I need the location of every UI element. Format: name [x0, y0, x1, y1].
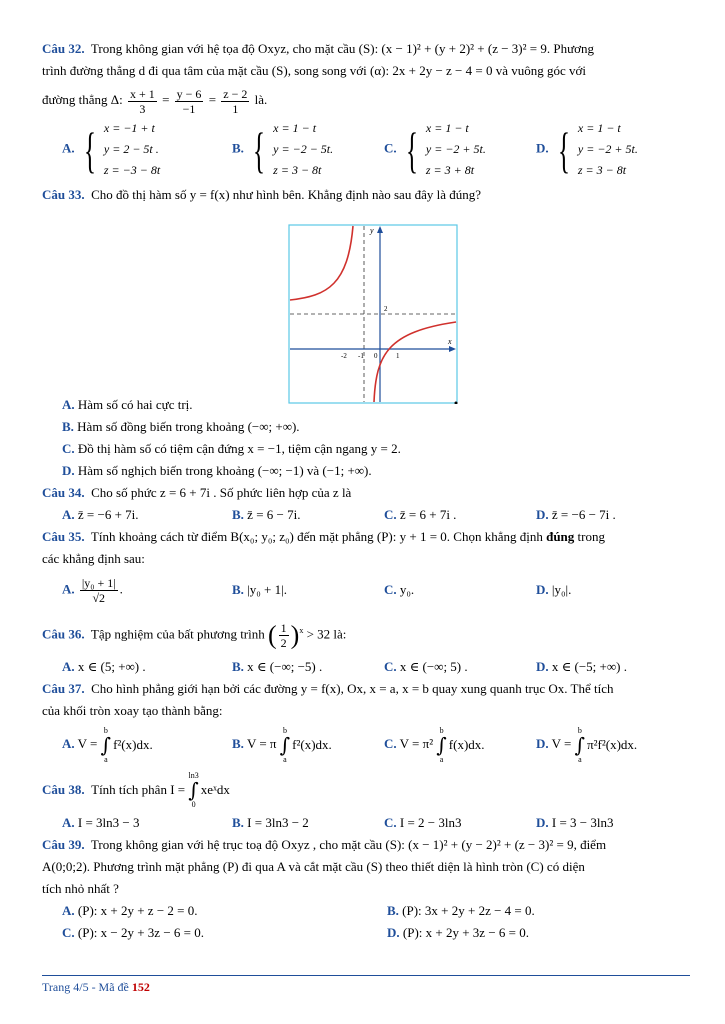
options	[42, 900, 692, 922]
option-b[interactable]: B. I = 3ln3 − 2	[232, 815, 309, 831]
option-c[interactable]: C. Đồ thị hàm số có tiệm cận đứng x = −1, tiệm cận ngang y = 2.	[62, 441, 401, 456]
option-a[interactable]: A. I = 3ln3 − 3	[62, 815, 140, 831]
option-c[interactable]: C. { x = 1 − t y = −2 + 5t. z = 3 + 8t	[384, 121, 486, 178]
option-a[interactable]: A. (P): x + 2y + z − 2 = 0.	[62, 903, 198, 919]
question-text: trình đường thẳng d đi qua tâm của mặt cầu (S), song song với (α): 2x + 2y − z − 4 = 0 và vuông góc với	[42, 63, 587, 78]
exam-page	[42, 38, 692, 944]
options	[42, 722, 692, 768]
option-d[interactable]: D. x ∈ (−5; +∞) .	[536, 659, 627, 675]
question-38: Câu 38. Tính tích phân I = ln3 ∫ 0 xeˣdx A. I = 3ln3 − 3 B. I = 3ln3 − 2 C. I = 2 − 3ln3 D. I = 3 − 3ln3	[42, 768, 692, 834]
question-34	[42, 482, 692, 526]
option-c[interactable]: C. z̄ = 6 + 7i .	[384, 507, 457, 522]
question-37: Câu 37. Cho hình phẳng giới hạn bởi các đường y = f(x), Ox, x = a, x = b quay xung quanh trục Ox. Thể tích của khối tròn xoay tạo thành bằng: A. V = b ∫ a f²(x)dx. B. V = π b ∫ a f²(x)dx. C. V = π² b ∫ a f(x)dx. D. V = b ∫ a π²f²(x)dx.	[42, 678, 692, 768]
tick-label: 1	[396, 352, 400, 360]
question-number: Câu 39.	[42, 837, 85, 853]
fraction: $\frac{x + 1}{3}$	[130, 86, 155, 116]
tick-label: 0	[374, 352, 378, 360]
option-b[interactable]: B. Hàm số đồng biến trong khoảng (−∞; +∞).	[62, 419, 300, 434]
option-b[interactable]: B. V = π b ∫ a f²(x)dx.	[232, 726, 332, 765]
question-number: Câu 38.	[42, 782, 85, 798]
option-c[interactable]: C. (P): x − 2y + 3z − 6 = 0.	[62, 925, 204, 941]
y-axis-label: y	[370, 226, 374, 235]
option-c[interactable]: C. I = 2 − 3ln3	[384, 815, 462, 831]
question-39: Câu 39. Trong không gian với hệ trục toạ độ Oxyz , cho mặt cầu (S): (x − 1)² + (y − 2)² + (z − 3)² = 9, điểm A(0;0;2). Phương trình mặt phẳng (P) đi qua A và cắt mặt cầu (S) theo thiết diện là hình tròn (C) có diện tích nhỏ nhất ? A. (P): x + 2y + z − 2 = 0. B. (P): 3x + 2y + 2z − 4 = 0. C. (P): x − 2y + 3z − 6 = 0. D. (P): x + 2y + 3z − 6 = 0.	[42, 834, 692, 944]
option-d[interactable]: D. (P): x + 2y + 3z − 6 = 0.	[387, 925, 529, 941]
question-number: Câu 33.	[42, 187, 85, 202]
options	[42, 394, 692, 482]
question-number: Câu 35.	[42, 529, 85, 544]
option-d[interactable]: D. |y₀|.	[536, 582, 572, 597]
question-number: Câu 32.	[42, 41, 85, 56]
options	[42, 570, 692, 610]
fraction: $\frac{y - 6}{-1}$	[176, 86, 202, 116]
question-text: Cho đồ thị hàm số y = f(x) như hình bên. Khẳng định nào sau đây là đúng?	[91, 187, 481, 202]
curve-left-branch	[290, 226, 353, 300]
options	[42, 922, 692, 944]
x-axis-arrow	[449, 346, 456, 352]
option-a[interactable]: A. { x = −1 + t y = 2 − 5t . z = −3 − 8t	[62, 121, 161, 178]
question-36: Câu 36. Tập nghiệm của bất phương trình ( $\frac{1}{2}$ )$^x$ > 32 là: A. x ∈ (5; +∞) . B. x ∈ (−∞; −5) . C. x ∈ (−∞; 5) . D. x ∈ (−5; +∞) .	[42, 610, 692, 678]
option-d[interactable]: D. I = 3 − 3ln3	[536, 815, 614, 831]
option-c[interactable]: C. V = π² b ∫ a f(x)dx.	[384, 726, 485, 765]
question-35: Câu 35. Tính khoảng cách từ điểm B(x₀; y₀; z₀) đến mặt phẳng (P): y + 1 = 0. Chọn khẳng định đúng trong các khẳng định sau: A. $\frac{\text{|y₀ + 1|}}{√2}$ . B. |y₀ + 1|. C. y₀. D. |y₀|.	[42, 526, 692, 610]
fraction: $\frac{z - 2}{1}$	[223, 86, 248, 116]
tick-label: 2	[384, 305, 388, 313]
option-d[interactable]: D. z̄ = −6 − 7i .	[536, 507, 616, 522]
tick-label: -1	[358, 352, 364, 360]
options	[42, 812, 692, 834]
question-text: Trong không gian với hệ tọa độ Oxyz, cho mặt cầu (S): (x − 1)² + (y + 2)² + (z − 3)² = 9. Phương	[90, 41, 595, 56]
option-b[interactable]: B. |y₀ + 1|.	[232, 582, 287, 597]
tick-label: -2	[341, 352, 347, 360]
question-number: Câu 36.	[42, 626, 85, 642]
option-a[interactable]: A. V = b ∫ a f²(x)dx.	[62, 726, 153, 765]
option-d[interactable]: D. Hàm số nghịch biến trong khoảng (−∞; −1) và (−1; +∞).	[62, 463, 372, 478]
option-a[interactable]: A. Hàm số có hai cực trị.	[62, 397, 193, 412]
function-graph	[288, 224, 458, 404]
option-b[interactable]: B. { x = 1 − t y = −2 − 5t. z = 3 − 8t	[232, 121, 334, 178]
option-a[interactable]: A. x ∈ (5; +∞) .	[62, 659, 146, 675]
option-b[interactable]: B. z̄ = 6 − 7i.	[232, 507, 301, 522]
x-axis-label: x	[448, 337, 452, 346]
question-text: Cho số phức z = 6 + 7i . Số phức liên hợp của z là	[91, 485, 352, 500]
option-a[interactable]: A. $\frac{\text{|y₀ + 1|}}{√2}$ .	[62, 575, 123, 605]
option-d[interactable]: D. { x = 1 − t y = −2 + 5t. z = 3 − 8t	[536, 121, 638, 178]
question-number: Câu 37.	[42, 681, 85, 697]
curve-right-branch	[374, 322, 456, 402]
option-c[interactable]: C. x ∈ (−∞; 5) .	[384, 659, 468, 675]
page-footer: Trang 4/5 - Mã đề 152	[42, 975, 690, 995]
question-32: Câu 32. Trong không gian với hệ tọa độ Oxyz, cho mặt cầu (S): (x − 1)² + (y + 2)² + (z − 3)² = 9. Phương trình đường thẳng d đi qua tâm của mặt cầu (S), song song với (α): 2x + 2y − z − 4 = 0 và vuông góc với đường thẳng Δ: $\frac{x + 1}{3}$ = $\frac{y - 6}{-1}$ = $\frac{z - 2}{1}$ là. A. { x = −1 + t y = 2 − 5t . z = −3 − 8t B. { x = 1 − t y = −2 − 5t. z = 3 − 8t C. { x = 1 − t y = −2 + 5t. z = 3 + 8t D. { x = 1 − t y = −2 + 5t. z = 3 − 8t	[42, 38, 692, 184]
option-d[interactable]: D. V = b ∫ a π²f²(x)dx.	[536, 726, 638, 765]
y-axis-arrow	[377, 226, 383, 233]
option-b[interactable]: B. (P): 3x + 2y + 2z − 4 = 0.	[387, 903, 535, 919]
options	[42, 118, 692, 184]
options	[42, 504, 692, 526]
question-text: đường thẳng Δ:	[42, 92, 123, 107]
question-number: Câu 34.	[42, 485, 85, 500]
options	[42, 656, 692, 678]
option-b[interactable]: B. x ∈ (−∞; −5) .	[232, 659, 323, 675]
option-a[interactable]: A. z̄ = −6 + 7i.	[62, 507, 139, 522]
option-c[interactable]: C. y₀.	[384, 582, 415, 597]
